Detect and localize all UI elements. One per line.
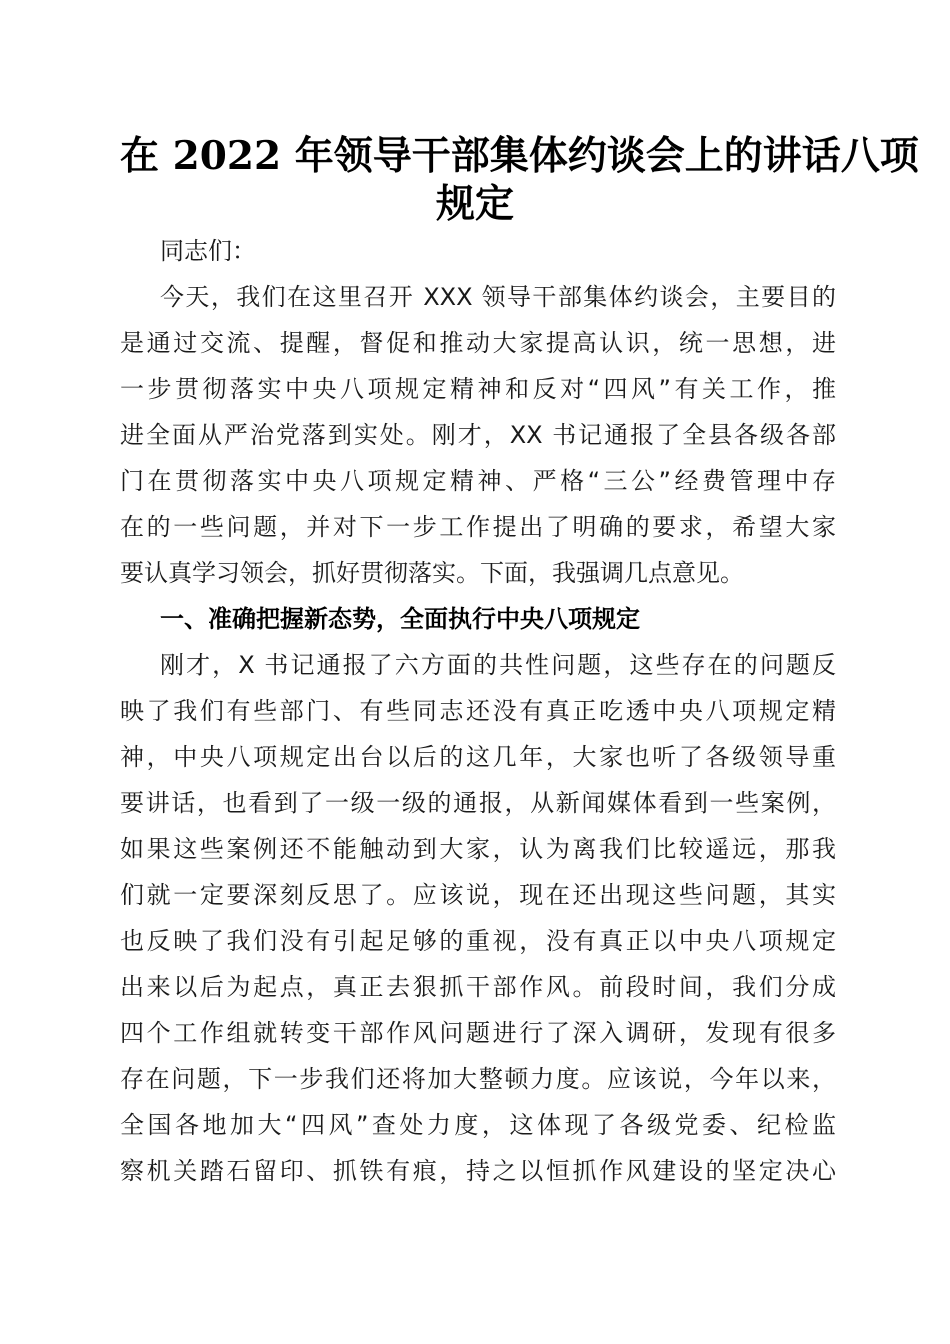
section-paragraph <box>120 642 836 1194</box>
paragraph-line: 在的一些问题，并对下一步工作提出了明确的要求，希望大家 <box>120 513 836 541</box>
title-line: 在 2022 年领导干部集体约谈会上的讲话八项 <box>120 133 919 179</box>
paragraph-line: 刚才，X 书记通报了六方面的共性问题，这些存在的问题反 <box>160 651 836 679</box>
paragraph-line: 进全面从严治党落到实处。刚才，XX 书记通报了全县各级各部 <box>120 421 836 449</box>
paragraph-line: 察机关踏石留印、抓铁有痕，持之以恒抓作风建设的坚定决心 <box>120 1157 836 1185</box>
paragraph-line: 神，中央八项规定出台以后的这几年，大家也听了各级领导重 <box>120 743 836 771</box>
paragraph-line: 今天，我们在这里召开 XXX 领导干部集体约谈会，主要目的 <box>160 283 836 311</box>
paragraph-line: 们就一定要深刻反思了。应该说，现在还出现这些问题，其实 <box>120 881 836 909</box>
paragraph-line: 也反映了我们没有引起足够的重视，没有真正以中央八项规定 <box>120 927 836 955</box>
paragraph-line: 要讲话，也看到了一级一级的通报，从新闻媒体看到一些案例， <box>120 789 836 817</box>
paragraph-line: 一步贯彻落实中央八项规定精神和反对“四风”有关工作，推 <box>120 375 836 403</box>
paragraph-line: 如果这些案例还不能触动到大家，认为离我们比较遥远，那我 <box>120 835 836 863</box>
document-title <box>120 132 919 228</box>
paragraph-line: 出来以后为起点，真正去狠抓干部作风。前段时间，我们分成 <box>120 973 836 1001</box>
paragraph-line: 映了我们有些部门、有些同志还没有真正吃透中央八项规定精 <box>120 697 836 725</box>
section-heading: 一、准确把握新态势，全面执行中央八项规定 <box>160 605 640 633</box>
paragraph-line: 存在问题，下一步我们还将加大整顿力度。应该说，今年以来， <box>120 1065 836 1093</box>
title-line: 规定 <box>435 181 514 227</box>
intro-paragraph <box>120 274 836 596</box>
paragraph-line: 四个工作组就转变干部作风问题进行了深入调研，发现有很多 <box>120 1019 836 1047</box>
document-body <box>120 228 836 1194</box>
paragraph-line: 是通过交流、提醒，督促和推动大家提高认识，统一思想，进 <box>120 329 836 357</box>
paragraph-line: 要认真学习领会，抓好贯彻落实。下面，我强调几点意见。 <box>120 559 744 587</box>
paragraph-line: 全国各地加大“四风”查处力度，这体现了各级党委、纪检监 <box>120 1111 836 1139</box>
paragraph-line: 门在贯彻落实中央八项规定精神、严格“三公”经费管理中存 <box>120 467 836 495</box>
salutation: 同志们： <box>160 237 256 265</box>
